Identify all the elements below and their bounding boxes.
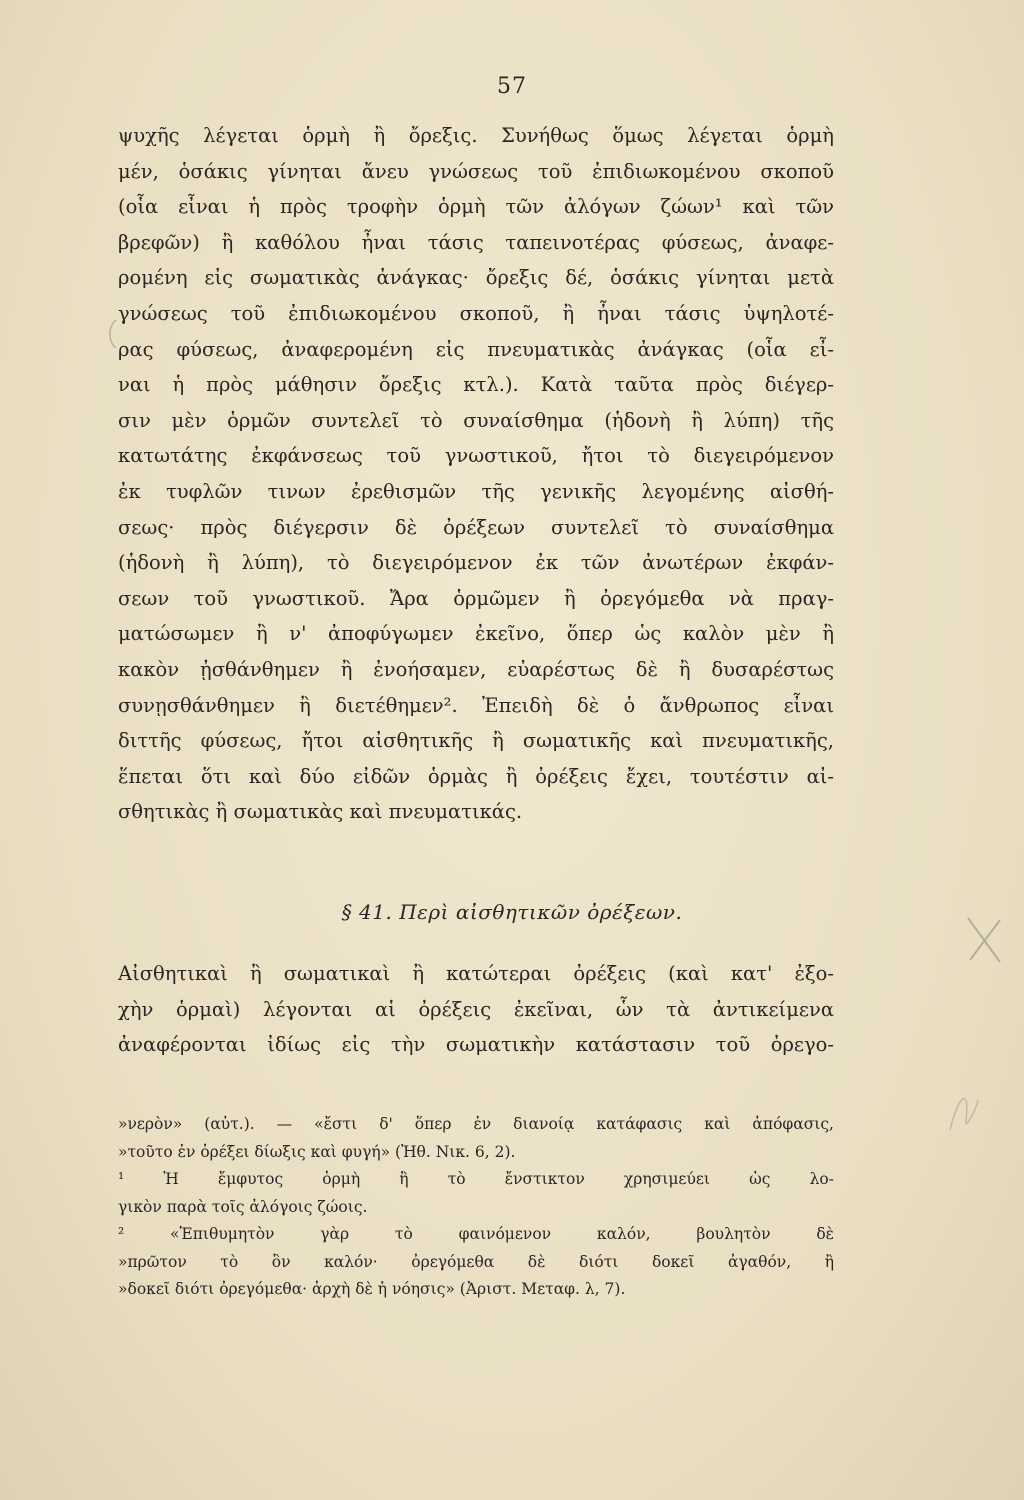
footnote-line: »τοῦτο ἐν ὀρέξει δίωξις καὶ φυγή» (Ἠθ. Νικ. 6, 2).: [118, 1142, 516, 1161]
text-line: ἐκ τυφλῶν τινων ἐρεθισμῶν τῆς γενικῆς λεγομένης αἰσθή-: [118, 479, 834, 503]
text-line: σεως· πρὸς διέγερσιν δὲ ὀρέξεων συντελεῖ τὸ συναίσθημα: [118, 515, 834, 539]
footnote-line: »πρῶτον τὸ ὂν καλόν· ὀρεγόμεθα δὲ διότι δοκεῖ ἀγαθόν, ἢ: [118, 1252, 834, 1271]
text-line: διττῆς φύσεως, ἤτοι αἰσθητικῆς ἢ σωματικῆς καὶ πνευματικῆς,: [118, 729, 834, 753]
pencil-cross-mark: [962, 912, 1006, 968]
text-line: σθητικὰς ἢ σωματικὰς καὶ πνευματικάς.: [118, 800, 523, 824]
text-line: ψυχῆς λέγεται ὁρμὴ ἢ ὄρεξις. Συνήθως ὅμως λέγεται ὁρμὴ: [118, 124, 834, 147]
text-line: ἀναφέρονται ἰδίως εἰς τὴν σωματικὴν κατάστασιν τοῦ ὀρεγο-: [118, 1033, 834, 1057]
text-line: (ἡδονὴ ἢ λύπη), τὸ διεγειρόμενον ἐκ τῶν ἀνωτέρων ἐκφάν-: [118, 551, 834, 575]
footnote-line: »νερὸν» (αὐτ.). — «ἔστι δ' ὅπερ ἐν διανοίᾳ κατάφασις καὶ ἀπόφασις,: [118, 1115, 834, 1133]
page-number: 57: [497, 74, 527, 99]
text-line: ἕπεται ὅτι καὶ δύο εἰδῶν ὁρμὰς ἢ ὀρέξεις ἔχει, τουτέστιν αἰ-: [118, 764, 834, 788]
footnote-line: »δοκεῖ διότι ὀρεγόμεθα· ἀρχὴ δὲ ἡ νόησις» (Ἀριστ. Μεταφ. λ, 7).: [118, 1280, 626, 1298]
section-paragraph: [118, 956, 834, 1063]
main-paragraph: [118, 118, 834, 830]
footnotes: [118, 1111, 834, 1304]
text-line: κακὸν ᾐσθάνθημεν ἢ ἐνοήσαμεν, εὐαρέστως δὲ ἢ δυσαρέστως: [118, 657, 834, 681]
text-line: βρεφῶν) ἢ καθόλου ἦναι τάσις ταπεινοτέρας φύσεως, ἀναφε-: [118, 230, 834, 254]
footnote-line: ¹ Ἡ ἔμφυτος ὁρμὴ ἢ τὸ ἔνστικτον χρησιμεύει ὡς λο-: [118, 1170, 834, 1188]
section-heading: § 41. Περὶ αἰσθητικῶν ὀρέξεων.: [341, 900, 683, 924]
text-line: σιν μὲν ὁρμῶν συντελεῖ τὸ συναίσθημα (ἡδονὴ ἢ λύπη) τῆς: [118, 408, 834, 432]
text-line: ματώσωμεν ἢ ν' ἀποφύγωμεν ἐκεῖνο, ὅπερ ὡς καλὸν μὲν ἢ: [118, 622, 834, 646]
text-line: γνώσεως τοῦ ἐπιδιωκομένου σκοποῦ, ἢ ἦναι τάσις ὑψηλοτέ-: [118, 301, 834, 325]
pencil-scribble-mark: [940, 1080, 984, 1140]
text-line: συνῃσθάνθημεν ἢ διετέθημεν². Ἐπειδὴ δὲ ὁ ἄνθρωπος εἶναι: [118, 693, 834, 717]
text-line: (οἷα εἶναι ἡ πρὸς τροφὴν ὁρμὴ τῶν ἀλόγων ζώων¹ καὶ τῶν: [118, 195, 834, 219]
text-line: Αἰσθητικαὶ ἢ σωματικαὶ ἢ κατώτεραι ὀρέξεις (καὶ κατ' ἐξο-: [118, 962, 834, 985]
text-line: κατωτάτης ἐκφάνσεως τοῦ γνωστικοῦ, ἤτοι τὸ διεγειρόμενον: [118, 444, 834, 468]
text-line: ρας φύσεως, ἀναφερομένη εἰς πνευματικὰς ἀνάγκας (οἷα εἶ-: [118, 337, 834, 361]
text-line: χὴν ὁρμαὶ) λέγονται αἱ ὀρέξεις ἐκεῖναι, ὧν τὰ ἀντικείμενα: [118, 997, 834, 1021]
text-line: σεων τοῦ γνωστικοῦ. Ἄρα ὁρμῶμεν ἢ ὀρεγόμεθα νὰ πραγ-: [118, 586, 834, 610]
footnote-line: γικὸν παρὰ τοῖς ἀλόγοις ζώοις.: [118, 1197, 368, 1216]
footnote-line: ² «Ἐπιθυμητὸν γὰρ τὸ φαινόμενον καλόν, βουλητὸν δὲ: [118, 1225, 834, 1243]
text-line: ναι ἡ πρὸς μάθησιν ὄρεξις κτλ.). Κατὰ ταῦτα πρὸς διέγερ-: [118, 373, 834, 397]
text-line: ρομένη εἰς σωματικὰς ἀνάγκας· ὄρεξις δέ, ὁσάκις γίνηται μετὰ: [118, 266, 834, 290]
text-line: μέν, ὁσάκις γίνηται ἄνευ γνώσεως τοῦ ἐπιδιωκομένου σκοποῦ: [118, 159, 834, 183]
pencil-bracket-mark: [104, 318, 120, 350]
